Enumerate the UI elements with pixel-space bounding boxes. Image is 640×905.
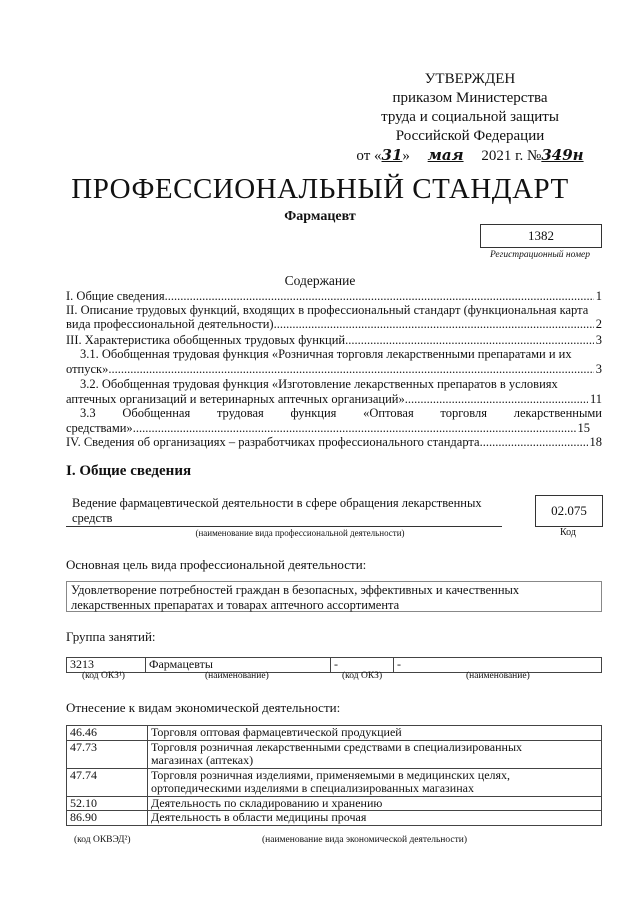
okved-name: Деятельность по складированию и хранению xyxy=(148,796,602,811)
toc-item-text: 3.1. Обобщенная трудовая функция «Розничная торговля лекарственными препаратами и их xyxy=(80,347,572,361)
toc-item-text: 3.3 Обобщенная трудовая функция «Оптовая торговля лекарственными xyxy=(80,406,602,420)
toc-heading: Содержание xyxy=(284,273,356,288)
okved-name: Деятельность в области медицины прочая xyxy=(148,811,602,826)
table-row xyxy=(67,658,602,673)
occupations-label: Группа занятий: xyxy=(66,629,156,644)
toc-item-text: 3.2. Обобщенная трудовая функция «Изготовление лекарственных препаратов в условиях xyxy=(80,377,558,391)
okved-name: Торговля розничная лекарственными средствами в специализированных магазинах (аптеках) xyxy=(148,740,602,768)
toc-item[interactable] xyxy=(80,347,602,362)
toc-item[interactable] xyxy=(66,289,602,304)
table-row xyxy=(67,796,602,811)
section-heading: I. Общие сведения xyxy=(66,463,192,479)
toc-item-page: 3 xyxy=(595,362,602,376)
okved-caption-name: (наименование вида экономической деятельности) xyxy=(262,835,467,845)
activity-caption: (наименование вида профессиональной деятельности) xyxy=(195,528,405,538)
approval-line-federation: Российской Федерации xyxy=(395,128,545,144)
table-row xyxy=(67,768,602,796)
okved-label: Отнесение к видам экономической деятельности: xyxy=(66,700,341,715)
occ-caption-code-2: (код ОКЗ) xyxy=(342,671,383,681)
occ-caption-name-2: (наименование) xyxy=(466,671,530,681)
approval-title: УТВЕРЖДЕН xyxy=(424,71,516,87)
date-year: 2021 г. № xyxy=(481,148,542,164)
occupation-name: Фармацевты xyxy=(146,658,331,673)
order-number: 349н xyxy=(541,146,584,164)
okved-code: 46.46 xyxy=(67,726,148,741)
okved-name: Торговля розничная изделиями, применяемыми в медицинских целях, ортопедическими изделиями в специализированных магазинах xyxy=(148,768,602,796)
toc-item-text: III. Характеристика обобщенных трудовых функций xyxy=(66,333,346,347)
activity-underline xyxy=(66,526,502,527)
approval-block xyxy=(340,70,600,166)
toc-item-text: II. Описание трудовых функций, входящих в профессиональный стандарт (функциональная карта xyxy=(66,303,589,317)
table-row xyxy=(67,811,602,826)
activity-code-caption: Код xyxy=(560,527,576,538)
toc-item-text-cont: средствами» xyxy=(66,421,133,435)
occ-caption-name: (наименование) xyxy=(205,671,269,681)
toc-item-cont xyxy=(66,317,602,332)
approval-line-ministry: приказом Министерства xyxy=(392,90,548,106)
toc-item-page: 11 xyxy=(589,392,602,406)
okved-caption-code: (код ОКВЭД²) xyxy=(74,835,131,845)
approval-date-line xyxy=(340,146,600,166)
registration-number-box: 1382 xyxy=(480,224,602,248)
registration-number-label: Регистрационный номер xyxy=(489,250,591,260)
toc-item-page: 15 xyxy=(577,421,590,435)
toc-item-text: I. Общие сведения xyxy=(66,289,165,303)
toc-item-text-cont: отпуск» xyxy=(66,362,109,376)
occ-caption-code: (код ОКЗ¹) xyxy=(82,671,125,681)
occupation-code-2: - xyxy=(331,658,394,673)
date-prefix: от « xyxy=(356,148,382,164)
date-day: 31 xyxy=(381,146,403,164)
okved-code: 47.73 xyxy=(67,740,148,768)
toc-item[interactable] xyxy=(80,377,602,392)
table-row xyxy=(67,740,602,768)
okved-name: Торговля оптовая фармацевтической продукцией xyxy=(148,726,602,741)
toc-item-cont xyxy=(66,362,602,377)
date-mid: » xyxy=(402,148,410,164)
toc-item-page: 1 xyxy=(595,289,602,303)
okved-code: 86.90 xyxy=(67,811,148,826)
occupation-code: 3213 xyxy=(67,658,146,673)
approval-line-labour: труда и социальной защиты xyxy=(381,109,559,125)
toc-item-page: 2 xyxy=(595,317,602,331)
toc-item[interactable] xyxy=(66,435,602,450)
toc-item-text-cont: аптечных организаций и ветеринарных аптечных организаций» xyxy=(66,392,405,406)
toc-item[interactable] xyxy=(66,303,602,318)
toc-item-page: 3 xyxy=(595,333,602,347)
toc-item[interactable] xyxy=(80,406,602,421)
date-month: мая xyxy=(427,146,464,164)
document-title: ПРОФЕССИОНАЛЬНЫЙ СТАНДАРТ xyxy=(71,173,569,205)
toc-item-cont xyxy=(66,392,602,407)
toc-item-text: IV. Сведения об организациях – разработчиках профессионального стандарта xyxy=(66,435,480,449)
activity-name: Ведение фармацевтической деятельности в сфере обращения лекарственных средств xyxy=(72,496,482,525)
toc-item-page: 18 xyxy=(589,435,602,449)
document-subtitle: Фармацевт xyxy=(284,209,356,224)
goal-label: Основная цель вида профессиональной деятельности: xyxy=(66,557,367,572)
goal-box: Удовлетворение потребностей граждан в безопасных, эффективных и качественных лекарственных препаратах и товарах аптечного ассортимента xyxy=(66,581,602,612)
okved-code: 47.74 xyxy=(67,768,148,796)
occupation-name-2: - xyxy=(394,658,602,673)
toc-item-cont xyxy=(66,421,590,436)
activity-code-box: 02.075 xyxy=(535,495,603,527)
toc-item-text-cont: вида профессиональной деятельности) xyxy=(66,317,274,331)
okved-table xyxy=(66,725,602,826)
table-row xyxy=(67,726,602,741)
toc-item[interactable] xyxy=(66,333,602,348)
okved-code: 52.10 xyxy=(67,796,148,811)
